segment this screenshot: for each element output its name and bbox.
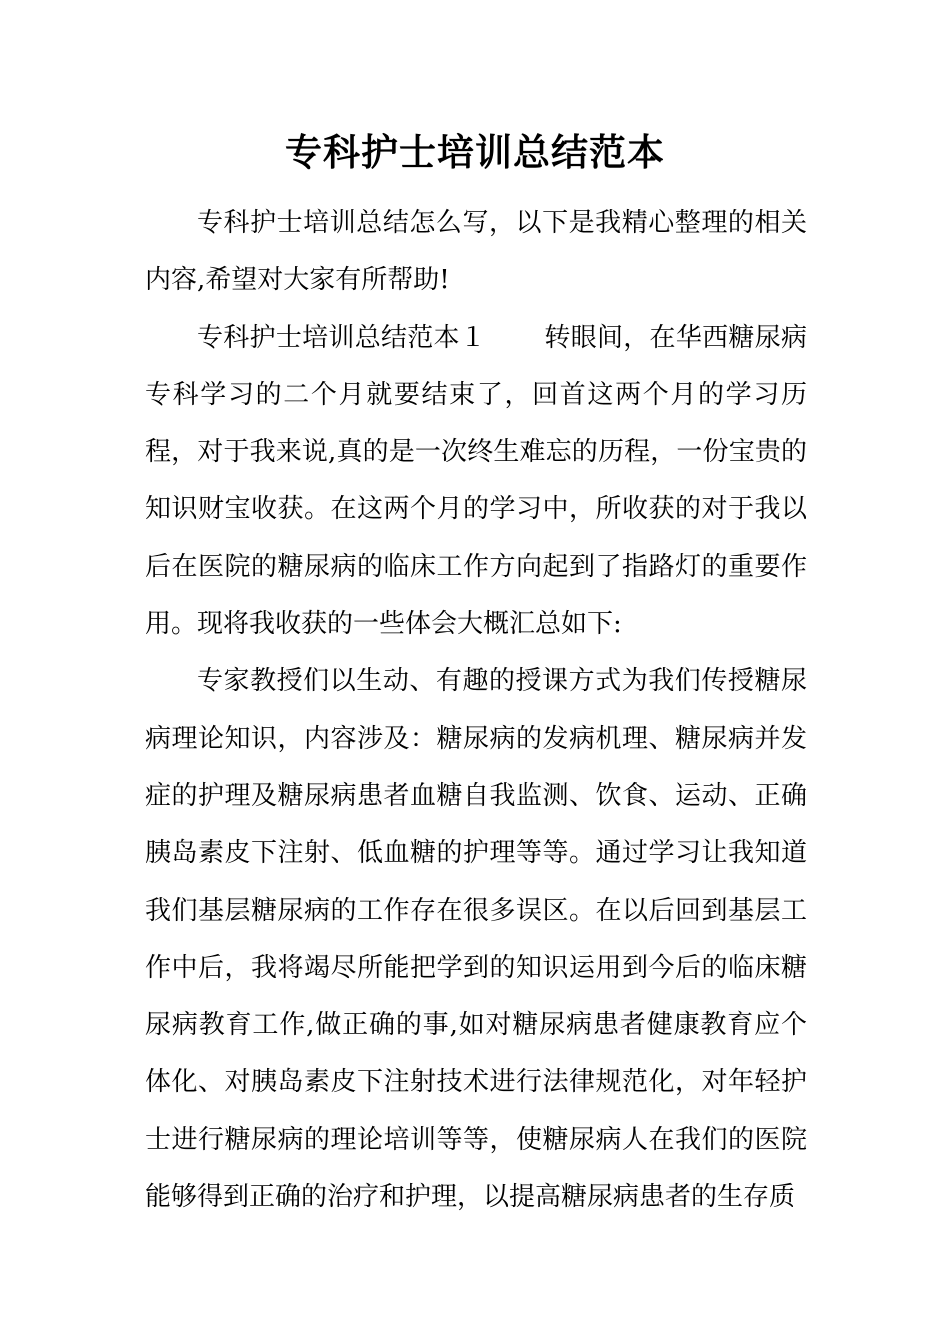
sample-heading: 专科护士培训总结范本１ [197, 322, 487, 353]
intro-paragraph [145, 195, 807, 310]
document-title: 专科护士培训总结范本 [285, 130, 665, 174]
intro-text: 专科护士培训总结怎么写，以下是我精心整理的相关内容,希望对大家有所帮助! [145, 208, 807, 296]
document-body [145, 195, 807, 1226]
body-text: 专家教授们以生动、有趣的授课方式为我们传授糖尿病理论知识，内容涉及：糖尿病的发病机理、糖尿病并发症的护理及糖尿病患者血糖自我监测、饮食、运动、正确胰岛素皮下注射、低血糖的护理等等。通过学习让我知道我们基层糖尿病的工作存在很多误区。在以后回到基层工作中后，我将竭尽所能把学到的知识运用到今后的临床糖尿病教育工作,做正确的事,如对糖尿病患者健康教育应个体化、对胰岛素皮下注射技术进行法律规范化，对年轻护士进行糖尿病的理论培训等等，使糖尿病人在我们的医院能够得到正确的治疗和护理，以提高糖尿病患者的生存质 [145, 666, 807, 1213]
sample-text: 转眼间，在华西糖尿病专科学习的二个月就要结束了，回首这两个月的学习历程，对于我来说,真的是一次终生难忘的历程，一份宝贵的知识财宝收获。在这两个月的学习中，所收获的对于我以后在医院的糖尿病的临床工作方向起到了指路灯的重要作用。现将我收获的一些体会大概汇总如下: [145, 322, 807, 640]
body-paragraph [145, 653, 807, 1226]
sample-paragraph [145, 310, 807, 654]
